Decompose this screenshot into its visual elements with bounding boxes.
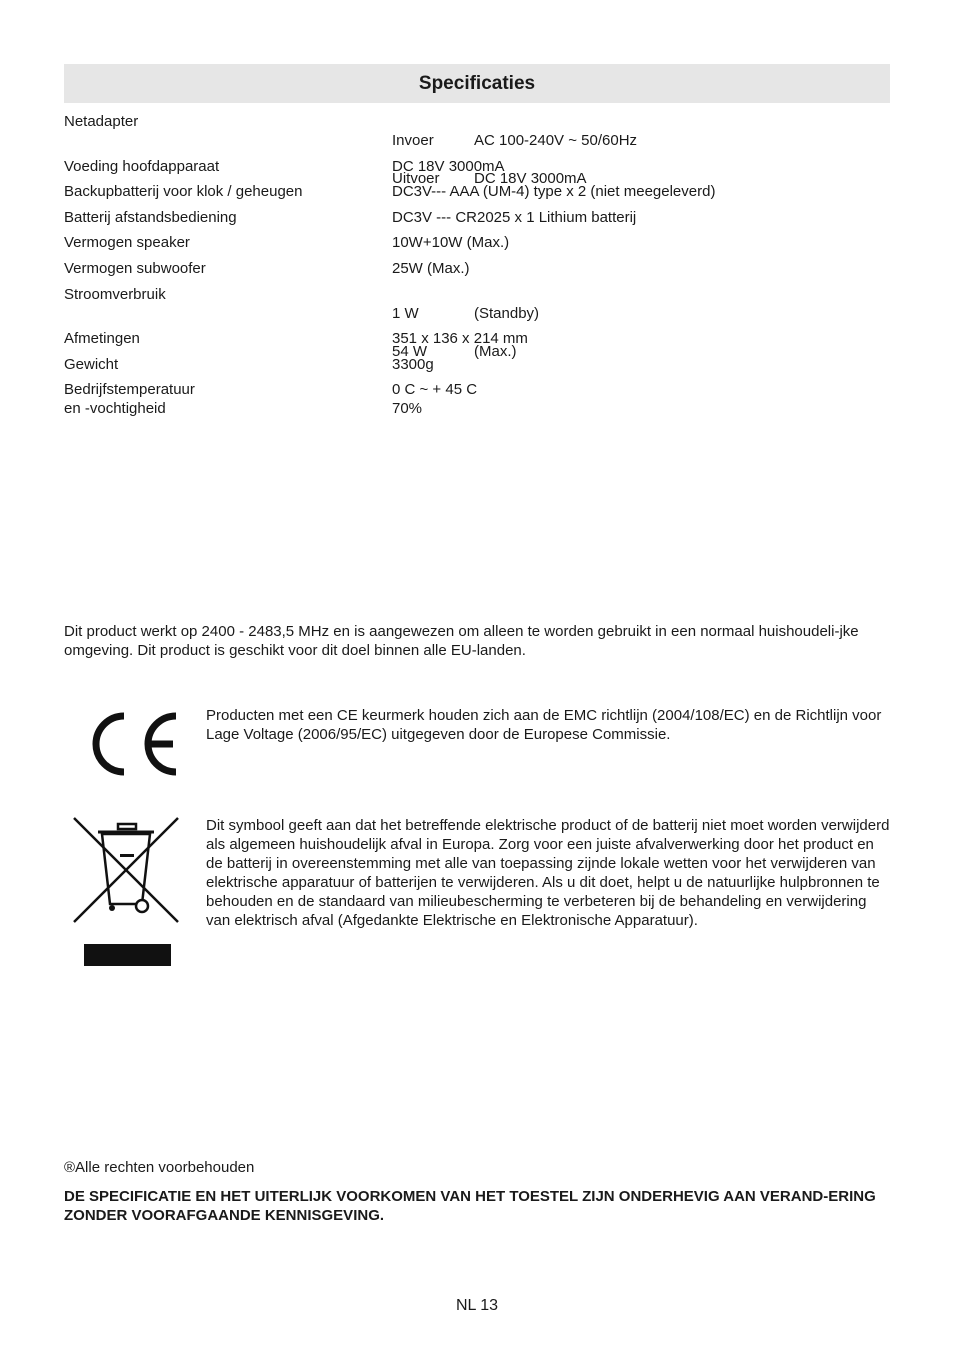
spec-label: Vermogen speaker — [64, 234, 190, 251]
spec-subvalue: DC 18V 3000mA — [474, 170, 587, 187]
spec-label: Stroomverbruik — [64, 286, 166, 303]
ce-description: Producten met een CE keurmerk houden zich aan de EMC richtlijn (2004/108/EC) en de Richtlijn voor Lage Voltage (2006/95/EC) uitgegeven door de Europese Commissie. — [206, 707, 882, 743]
section-header — [64, 64, 890, 103]
spec-value: 3300g — [392, 356, 434, 373]
spec-label: Voeding hoofdapparaat — [64, 158, 220, 175]
spec-label: Batterij afstandsbediening — [64, 209, 237, 226]
spec-subkey: Uitvoer — [392, 170, 440, 187]
ce-mark-icon — [80, 710, 180, 778]
spec-label: Netadapter — [64, 113, 139, 130]
disclaimer: DE SPECIFICATIE EN HET UITERLIJK VOORKOMEN VAN HET TOESTEL ZIJN ONDERHEVIG AAN VERAND-ERING ZONDER VOORAFGAANDE KENNISGEVING. — [64, 1188, 876, 1224]
spec-subkey: 1 W — [392, 305, 419, 322]
spec-value: 0 C ~ + 45 C 70% — [392, 381, 478, 417]
spec-subvalue: AC 100-240V ~ 50/60Hz — [474, 132, 638, 149]
page-title: Specificaties — [418, 72, 536, 94]
spec-value: DC3V --- CR2025 x 1 Lithium batterij — [392, 209, 637, 226]
spec-label: Vermogen subwoofer — [64, 260, 206, 277]
spec-subkey: 54 W — [392, 343, 428, 360]
crossed-out-wheelie-bin-icon — [70, 814, 182, 926]
spec-label: Gewicht — [64, 356, 119, 373]
weee-description: Dit symbool geeft aan dat het betreffende elektrische product of de batterij niet moet worden verwijderd als algemeen huishoudelijk afval in Europa. Zorg voor een juiste afvalverwerking door het product en de batterij in overeenstemming met alle van toepassing zijnde lokale wetten voor het verwijderen van elektrische apparatuur of batterijen te verwijderen. Als u dit doet, helpt u de natuurlijke hulpbronnen te behouden en de standaard van milieubescherming te verbeteren bij de behandeling en verwijdering van elektrisch afval (Afgedankte Elektrische en Elektronische Apparatuur). — [206, 817, 890, 929]
frequency-note: Dit product werkt op 2400 - 2483,5 MHz en is aangewezen om alleen te worden gebruikt in een normaal huishoudeli-jke omgeving. Dit product is geschikt voor dit doel binnen alle EU-landen. — [64, 623, 859, 659]
spec-label: Bedrijfstemperatuur en -vochtigheid — [64, 381, 195, 417]
spec-value: 10W+10W (Max.) — [392, 234, 510, 251]
spec-value: DC3V--- AAA (UM-4) type x 2 (niet meegeleverd) — [392, 183, 716, 200]
spec-subkey: Invoer — [392, 132, 434, 149]
page-number: NL 13 — [455, 1297, 499, 1314]
copyright-notice: ®Alle rechten voorbehouden — [64, 1159, 255, 1176]
spec-value: 351 x 136 x 214 mm — [392, 330, 528, 347]
spec-value: 25W (Max.) — [392, 260, 470, 277]
weee-underline-bar — [84, 944, 171, 966]
spec-subvalue: (Max.) — [474, 343, 517, 360]
spec-subvalue: (Standby) — [474, 305, 540, 322]
spec-label: Afmetingen — [64, 330, 140, 347]
spec-value: DC 18V 3000mA — [392, 158, 505, 175]
spec-label: Backupbatterij voor klok / geheugen — [64, 183, 303, 200]
